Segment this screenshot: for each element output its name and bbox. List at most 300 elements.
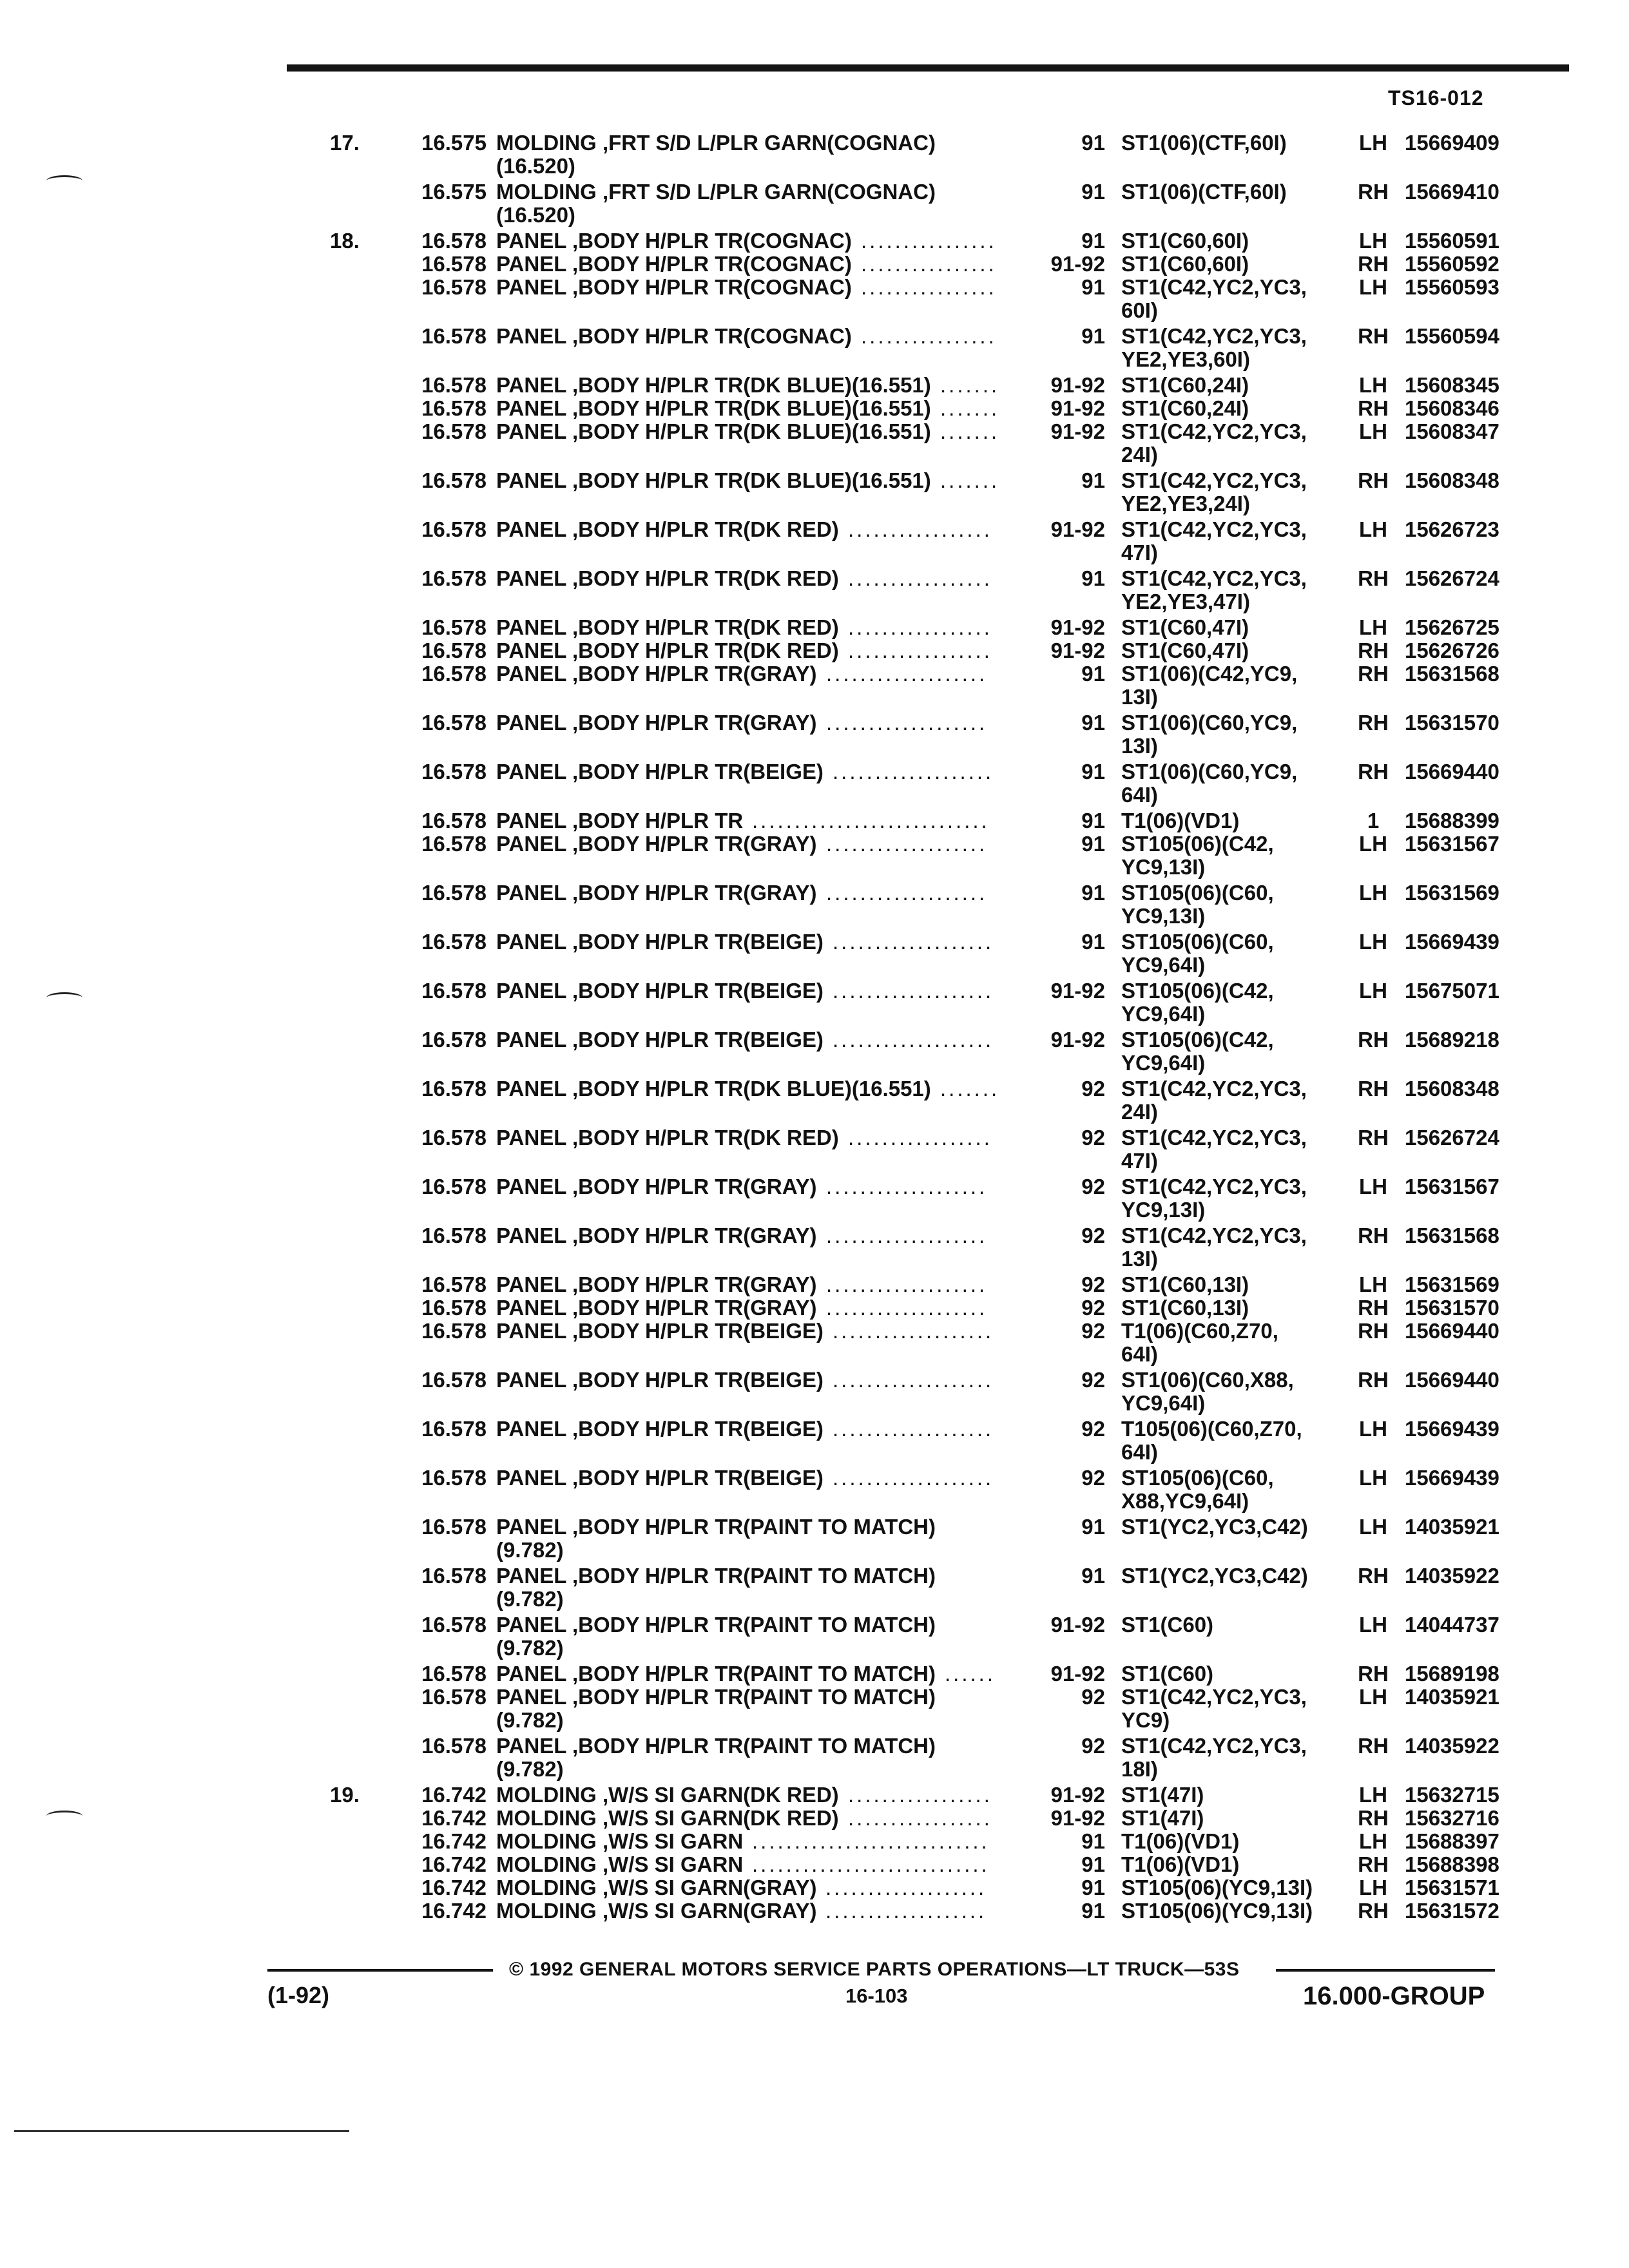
model-year: 91: [1081, 468, 1105, 492]
model-year: 92: [1081, 1734, 1105, 1758]
dot-leader: .......: [940, 397, 1000, 420]
document-code: TS16-012: [1388, 86, 1484, 110]
continuation-row: [0, 492, 1629, 518]
side-label: LH: [1359, 419, 1387, 443]
part-number: 14035921: [1405, 1515, 1499, 1539]
reference-number: 16.578: [421, 468, 487, 492]
model-year: 92: [1081, 1126, 1105, 1149]
continuation-row: [0, 1149, 1629, 1175]
dot-leader: ...................: [826, 881, 988, 905]
part-description: MOLDING ,W/S SI GARN(GRAY): [496, 1899, 817, 1923]
usage-code: 64I): [1121, 783, 1158, 807]
model-year: 91: [1081, 1564, 1105, 1588]
model-year: 91: [1081, 711, 1105, 735]
continuation-row: [0, 1392, 1629, 1418]
punch-hole-mark: [46, 1811, 82, 1821]
model-year: 91-92: [1050, 615, 1105, 639]
usage-code: ST1(47I): [1121, 1806, 1204, 1830]
reference-number: 16.578: [421, 1685, 487, 1709]
footer-date: (1-92): [267, 1982, 330, 2008]
table-row: [0, 229, 1629, 253]
model-year: 91: [1081, 131, 1105, 155]
usage-code: ST1(C42,YC2,YC3,: [1121, 419, 1307, 443]
part-number: 15608348: [1405, 468, 1499, 492]
side-label: LH: [1359, 373, 1387, 397]
reference-number: 16.578: [421, 881, 487, 905]
table-row: [0, 1830, 1629, 1853]
part-description: PANEL ,BODY H/PLR TR(DK RED): [496, 639, 839, 662]
part-description: MOLDING ,W/S SI GARN: [496, 1829, 744, 1853]
part-description: (16.520): [496, 203, 575, 227]
dot-leader: ...................: [825, 1876, 987, 1899]
part-description: (16.520): [496, 154, 575, 178]
continuation-row: [0, 1709, 1629, 1735]
part-number: 15669409: [1405, 131, 1499, 155]
part-number: 15626723: [1405, 517, 1499, 541]
table-row: [0, 711, 1629, 735]
side-label: LH: [1359, 979, 1387, 1003]
reference-number: 16.578: [421, 324, 487, 348]
dot-leader: ...................: [826, 1224, 988, 1247]
model-year: 92: [1081, 1685, 1105, 1709]
side-label: RH: [1358, 1319, 1389, 1343]
item-number: 18.: [330, 229, 360, 253]
dot-leader: ...................: [833, 760, 994, 783]
part-number: 15669440: [1405, 1319, 1499, 1343]
model-year: 91: [1081, 809, 1105, 832]
usage-code: 47I): [1121, 1149, 1158, 1173]
usage-code: ST1(C60): [1121, 1613, 1214, 1637]
part-description: PANEL ,BODY H/PLR TR(DK BLUE)(16.551): [496, 373, 931, 397]
part-number: 15631567: [1405, 1175, 1499, 1198]
reference-number: 16.578: [421, 930, 487, 954]
side-label: LH: [1359, 930, 1387, 954]
usage-code: T105(06)(C60,Z70,: [1121, 1417, 1302, 1441]
part-number: 15669410: [1405, 180, 1499, 204]
dot-leader: ................: [861, 253, 997, 276]
reference-number: 16.578: [421, 1296, 487, 1320]
continuation-row: [0, 1539, 1629, 1564]
table-row: [0, 616, 1629, 639]
continuation-row: [0, 783, 1629, 809]
model-year: 92: [1081, 1319, 1105, 1343]
part-description: PANEL ,BODY H/PLR TR(BEIGE): [496, 979, 824, 1003]
part-number: 15669439: [1405, 930, 1499, 954]
continuation-row: [0, 856, 1629, 881]
dot-leader: ...................: [833, 979, 994, 1003]
usage-code: ST1(C42,YC2,YC3,: [1121, 324, 1307, 348]
table-row: [0, 1783, 1629, 1807]
usage-code: YC9,13I): [1121, 1198, 1206, 1222]
continuation-row: [0, 155, 1629, 180]
continuation-row: [0, 1003, 1629, 1028]
side-label: RH: [1358, 566, 1389, 590]
dot-leader: ............................: [752, 1853, 990, 1876]
part-description: PANEL ,BODY H/PLR TR(GRAY): [496, 832, 817, 856]
usage-code: ST1(C60): [1121, 1662, 1214, 1686]
side-label: LH: [1359, 229, 1387, 253]
side-label: RH: [1358, 1077, 1389, 1100]
usage-code: 24I): [1121, 1100, 1158, 1124]
dot-leader: ......: [945, 1662, 996, 1686]
model-year: 91: [1081, 1876, 1105, 1899]
continuation-row: [0, 1490, 1629, 1515]
dot-leader: ...................: [826, 832, 988, 856]
table-row: [0, 930, 1629, 954]
reference-number: 16.742: [421, 1783, 487, 1807]
usage-code: ST1(YC2,YC3,C42): [1121, 1515, 1308, 1539]
part-description: PANEL ,BODY H/PLR TR(BEIGE): [496, 1466, 824, 1490]
side-label: LH: [1359, 517, 1387, 541]
reference-number: 16.578: [421, 566, 487, 590]
table-row: [0, 881, 1629, 905]
part-description: PANEL ,BODY H/PLR TR(BEIGE): [496, 930, 824, 954]
table-row: [0, 1662, 1629, 1686]
part-description: PANEL ,BODY H/PLR TR(GRAY): [496, 1273, 817, 1296]
side-label: RH: [1358, 662, 1389, 686]
model-year: 92: [1081, 1077, 1105, 1100]
reference-number: 16.578: [421, 517, 487, 541]
usage-code: ST1(C42,YC2,YC3,: [1121, 468, 1307, 492]
part-description: PANEL ,BODY H/PLR TR(GRAY): [496, 881, 817, 905]
side-label: LH: [1359, 1613, 1387, 1637]
part-description: PANEL ,BODY H/PLR TR(COGNAC): [496, 229, 852, 253]
side-label: RH: [1358, 396, 1389, 420]
reference-number: 16.578: [421, 662, 487, 686]
reference-number: 16.575: [421, 180, 487, 204]
continuation-row: [0, 348, 1629, 374]
usage-code: ST1(C42,YC2,YC3,: [1121, 1175, 1307, 1198]
usage-code: YC9,64I): [1121, 1051, 1206, 1075]
continuation-row: [0, 541, 1629, 567]
part-description: PANEL ,BODY H/PLR TR(COGNAC): [496, 275, 852, 299]
reference-number: 16.742: [421, 1876, 487, 1899]
table-row: [0, 1735, 1629, 1758]
part-number: 15560591: [1405, 229, 1499, 253]
usage-code: ST1(C42,YC2,YC3,: [1121, 1224, 1307, 1247]
side-label: LH: [1359, 832, 1387, 856]
part-description: PANEL ,BODY H/PLR TR(PAINT TO MATCH): [496, 1662, 936, 1686]
table-row: [0, 1876, 1629, 1899]
table-row: [0, 1224, 1629, 1247]
model-year: 91-92: [1050, 1662, 1105, 1686]
usage-code: T1(06)(VD1): [1121, 1829, 1240, 1853]
part-description: PANEL ,BODY H/PLR TR(DK BLUE)(16.551): [496, 1077, 931, 1100]
reference-number: 16.742: [421, 1806, 487, 1830]
part-description: MOLDING ,W/S SI GARN(DK RED): [496, 1806, 839, 1830]
model-year: 91-92: [1050, 252, 1105, 276]
part-description: PANEL ,BODY H/PLR TR(PAINT TO MATCH): [496, 1515, 936, 1539]
reference-number: 16.578: [421, 396, 487, 420]
reference-number: 16.578: [421, 809, 487, 832]
model-year: 92: [1081, 1175, 1105, 1198]
usage-code: 24I): [1121, 443, 1158, 466]
reference-number: 16.578: [421, 760, 487, 783]
part-description: (9.782): [496, 1587, 564, 1611]
item-number: 19.: [330, 1783, 360, 1807]
side-label: RH: [1358, 1028, 1389, 1052]
table-row: [0, 979, 1629, 1003]
dot-leader: .................: [848, 639, 992, 662]
part-number: 15675071: [1405, 979, 1499, 1003]
part-number: 15626726: [1405, 639, 1499, 662]
part-number: 15689198: [1405, 1662, 1499, 1686]
continuation-row: [0, 1588, 1629, 1613]
dot-leader: .......: [940, 420, 1000, 443]
reference-number: 16.578: [421, 1368, 487, 1392]
usage-code: ST1(C60,24I): [1121, 396, 1249, 420]
table-row: [0, 1466, 1629, 1490]
model-year: 91-92: [1050, 1613, 1105, 1637]
usage-code: 64I): [1121, 1342, 1158, 1366]
part-number: 15688399: [1405, 809, 1499, 832]
side-label: RH: [1358, 252, 1389, 276]
side-label: LH: [1359, 615, 1387, 639]
model-year: 91-92: [1050, 419, 1105, 443]
table-row: [0, 325, 1629, 348]
side-label: RH: [1358, 1662, 1389, 1686]
part-description: PANEL ,BODY H/PLR TR(BEIGE): [496, 1028, 824, 1052]
group-label: 16.000-GROUP: [1303, 1982, 1485, 2010]
usage-code: YC9,13I): [1121, 904, 1206, 928]
usage-code: ST105(06)(C60,: [1121, 1466, 1274, 1490]
usage-code: 13I): [1121, 1247, 1158, 1271]
part-description: (9.782): [496, 1636, 564, 1660]
table-row: [0, 662, 1629, 686]
part-description: (9.782): [496, 1757, 564, 1781]
part-number: 14044737: [1405, 1613, 1499, 1637]
dot-leader: .................: [848, 1807, 992, 1830]
usage-code: T1(06)(VD1): [1121, 809, 1240, 832]
usage-code: ST105(06)(YC9,13I): [1121, 1899, 1313, 1923]
model-year: 91-92: [1050, 517, 1105, 541]
usage-code: ST105(06)(C42,: [1121, 979, 1274, 1003]
side-label: 1: [1367, 809, 1380, 832]
table-row: [0, 1369, 1629, 1392]
dot-leader: ................: [861, 276, 997, 299]
usage-code: ST1(C42,YC2,YC3,: [1121, 1077, 1307, 1100]
table-row: [0, 1028, 1629, 1052]
usage-code: ST1(C42,YC2,YC3,: [1121, 566, 1307, 590]
model-year: 91: [1081, 930, 1105, 954]
dot-leader: ...................: [826, 1273, 988, 1296]
model-year: 91: [1081, 1899, 1105, 1923]
usage-code: ST105(06)(C42,: [1121, 832, 1274, 856]
reference-number: 16.578: [421, 1564, 487, 1588]
part-number: 15631572: [1405, 1899, 1499, 1923]
table-row: [0, 639, 1629, 662]
model-year: 91: [1081, 662, 1105, 686]
usage-code: ST1(06)(C42,YC9,: [1121, 662, 1298, 686]
side-label: LH: [1359, 1175, 1387, 1198]
usage-code: YC9,64I): [1121, 1002, 1206, 1026]
reference-number: 16.578: [421, 373, 487, 397]
dot-leader: .......: [940, 1077, 1000, 1100]
dot-leader: .................: [848, 1783, 992, 1807]
footer-rule-left: [267, 1969, 493, 1972]
usage-code: ST105(06)(C42,: [1121, 1028, 1274, 1052]
side-label: LH: [1359, 1273, 1387, 1296]
side-label: RH: [1358, 1564, 1389, 1588]
usage-code: T1(06)(VD1): [1121, 1852, 1240, 1876]
reference-number: 16.578: [421, 1319, 487, 1343]
usage-code: ST105(06)(YC9,13I): [1121, 1876, 1313, 1899]
continuation-row: [0, 1100, 1629, 1126]
reference-number: 16.742: [421, 1829, 487, 1853]
part-description: PANEL ,BODY H/PLR TR(DK RED): [496, 517, 839, 541]
part-number: 15626725: [1405, 615, 1499, 639]
part-number: 15631568: [1405, 1224, 1499, 1247]
part-number: 15560593: [1405, 275, 1499, 299]
continuation-row: [0, 1198, 1629, 1224]
model-year: 91-92: [1050, 1028, 1105, 1052]
model-year: 92: [1081, 1296, 1105, 1320]
part-number: 15608347: [1405, 419, 1499, 443]
reference-number: 16.578: [421, 1613, 487, 1637]
part-number: 15560592: [1405, 252, 1499, 276]
continuation-row: [0, 299, 1629, 325]
model-year: 91: [1081, 881, 1105, 905]
reference-number: 16.578: [421, 639, 487, 662]
table-row: [0, 1320, 1629, 1343]
punch-hole-mark: [46, 992, 82, 1003]
usage-code: ST1(06)(C60,YC9,: [1121, 711, 1298, 735]
usage-code: ST1(C60,24I): [1121, 373, 1249, 397]
dot-leader: ...................: [833, 930, 994, 954]
side-label: RH: [1358, 1734, 1389, 1758]
usage-code: T1(06)(C60,Z70,: [1121, 1319, 1278, 1343]
part-description: PANEL ,BODY H/PLR TR(DK BLUE)(16.551): [496, 419, 931, 443]
footer-copyright: © 1992 GENERAL MOTORS SERVICE PARTS OPERATIONS—LT TRUCK—53S: [509, 1959, 1240, 1980]
reference-number: 16.578: [421, 1417, 487, 1441]
usage-code: 47I): [1121, 541, 1158, 564]
dot-leader: ...................: [826, 662, 988, 686]
model-year: 91: [1081, 1852, 1105, 1876]
model-year: 91: [1081, 180, 1105, 204]
part-description: PANEL ,BODY H/PLR TR(DK RED): [496, 1126, 839, 1149]
part-description: PANEL ,BODY H/PLR TR(DK BLUE)(16.551): [496, 468, 931, 492]
dot-leader: .................: [848, 518, 992, 541]
continuation-row: [0, 443, 1629, 469]
usage-code: YC9,13I): [1121, 855, 1206, 879]
reference-number: 16.578: [421, 1515, 487, 1539]
reference-number: 16.578: [421, 711, 487, 735]
reference-number: 16.578: [421, 1224, 487, 1247]
part-number: 15632715: [1405, 1783, 1499, 1807]
continuation-row: [0, 1247, 1629, 1273]
usage-code: ST1(YC2,YC3,C42): [1121, 1564, 1308, 1588]
continuation-row: [0, 1637, 1629, 1662]
side-label: LH: [1359, 1685, 1387, 1709]
usage-code: ST1(C60,60I): [1121, 252, 1249, 276]
footer-rule-right: [1276, 1969, 1495, 1972]
part-number: 15631567: [1405, 832, 1499, 856]
usage-code: YE2,YE3,47I): [1121, 590, 1250, 613]
part-description: PANEL ,BODY H/PLR TR(GRAY): [496, 662, 817, 686]
part-number: 15560594: [1405, 324, 1499, 348]
continuation-row: [0, 590, 1629, 616]
table-row: [0, 809, 1629, 832]
reference-number: 16.578: [421, 252, 487, 276]
side-label: RH: [1358, 760, 1389, 783]
part-number: 15631569: [1405, 881, 1499, 905]
side-label: RH: [1358, 1224, 1389, 1247]
side-label: LH: [1359, 1876, 1387, 1899]
dot-leader: ............................: [752, 809, 990, 832]
table-row: [0, 1126, 1629, 1149]
model-year: 91: [1081, 832, 1105, 856]
model-year: 91: [1081, 566, 1105, 590]
part-description: PANEL ,BODY H/PLR TR(GRAY): [496, 1224, 817, 1247]
usage-code: ST1(C42,YC2,YC3,: [1121, 1126, 1307, 1149]
usage-code: ST1(C42,YC2,YC3,: [1121, 517, 1307, 541]
table-row: [0, 1686, 1629, 1709]
part-description: PANEL ,BODY H/PLR TR(PAINT TO MATCH): [496, 1613, 936, 1637]
side-label: LH: [1359, 1515, 1387, 1539]
dot-leader: ...................: [833, 1369, 994, 1392]
side-label: RH: [1358, 180, 1389, 204]
usage-code: ST1(C60,13I): [1121, 1273, 1249, 1296]
usage-code: ST1(C60,47I): [1121, 639, 1249, 662]
reference-number: 16.578: [421, 1175, 487, 1198]
continuation-row: [0, 1343, 1629, 1369]
part-description: MOLDING ,W/S SI GARN: [496, 1852, 744, 1876]
item-number: 17.: [330, 131, 360, 155]
side-label: RH: [1358, 1368, 1389, 1392]
dot-leader: ...................: [833, 1466, 994, 1490]
table-row: [0, 1515, 1629, 1539]
dot-leader: ............................: [752, 1830, 990, 1853]
side-label: RH: [1358, 468, 1389, 492]
part-number: 15689218: [1405, 1028, 1499, 1052]
table-row: [0, 131, 1629, 155]
table-row: [0, 1853, 1629, 1876]
table-row: [0, 276, 1629, 299]
table-row: [0, 1273, 1629, 1296]
table-row: [0, 1899, 1629, 1923]
table-row: [0, 1296, 1629, 1320]
dot-leader: .................: [848, 616, 992, 639]
side-label: LH: [1359, 1829, 1387, 1853]
side-label: RH: [1358, 1899, 1389, 1923]
dot-leader: ................: [861, 229, 997, 253]
part-description: MOLDING ,FRT S/D L/PLR GARN(COGNAC): [496, 131, 936, 155]
usage-code: YC9): [1121, 1708, 1170, 1732]
reference-number: 16.742: [421, 1852, 487, 1876]
part-description: PANEL ,BODY H/PLR TR(BEIGE): [496, 760, 824, 783]
usage-code: 18I): [1121, 1757, 1158, 1781]
usage-code: ST1(06)(C60,X88,: [1121, 1368, 1294, 1392]
model-year: 91: [1081, 760, 1105, 783]
part-number: 15631569: [1405, 1273, 1499, 1296]
part-description: PANEL ,BODY H/PLR TR(BEIGE): [496, 1417, 824, 1441]
part-description: PANEL ,BODY H/PLR TR(BEIGE): [496, 1368, 824, 1392]
dot-leader: .................: [848, 567, 992, 590]
usage-code: 64I): [1121, 1440, 1158, 1464]
continuation-row: [0, 905, 1629, 930]
usage-code: ST1(06)(CTF,60I): [1121, 131, 1287, 155]
table-row: [0, 1077, 1629, 1100]
part-description: MOLDING ,FRT S/D L/PLR GARN(COGNAC): [496, 180, 936, 204]
side-label: RH: [1358, 1296, 1389, 1320]
part-description: PANEL ,BODY H/PLR TR(PAINT TO MATCH): [496, 1564, 936, 1588]
side-label: LH: [1359, 1783, 1387, 1807]
side-label: LH: [1359, 131, 1387, 155]
reference-number: 16.578: [421, 1028, 487, 1052]
part-description: MOLDING ,W/S SI GARN(DK RED): [496, 1783, 839, 1807]
table-row: [0, 374, 1629, 397]
continuation-row: [0, 686, 1629, 711]
